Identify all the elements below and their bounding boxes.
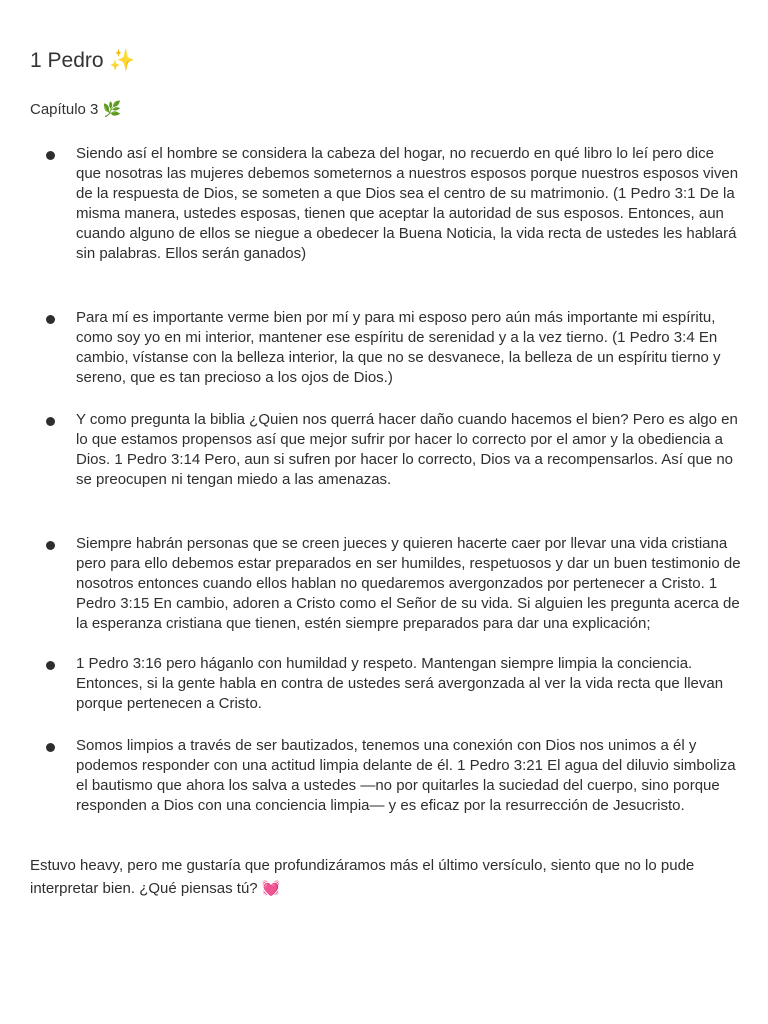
note-page: [30, 44, 742, 897]
bullet-text: Siempre habrán personas que se creen jueces y quieren hacerte caer por llevar una vida cristiana pero para ello debemos estar preparados en ser humildes, respetuosos y dar un buen testimonio de nosotros entonces cuando ellos hablan no quedaremos avergonzados por pertenecer a Cristo. 1 Pedro 3:15 En cambio, adoren a Cristo como el Señor de su vida. Si alguien les pregunta acerca de la esperanza cristiana que tienen, estén siempre preparados para dar una explicación;: [76, 535, 741, 632]
bullet-text: 1 Pedro 3:16 pero háganlo con humildad y respeto. Mantengan siempre limpia la conciencia. Entonces, si la gente habla en contra de ustedes será avergonzada al ver la vida recta que llevan porque pertenecen a Cristo.: [76, 655, 724, 712]
bullet-dot-icon: [46, 151, 55, 160]
chapter-heading: [30, 98, 742, 121]
list-item: [30, 736, 742, 816]
list-item: [30, 410, 742, 490]
closing-text: Estuvo heavy, pero me gustaría que profundizáramos más el último versículo, siento que no lo pude interpretar bien. ¿Qué piensas tú?: [30, 857, 695, 897]
page-title: [30, 44, 742, 76]
heart-icon: 💓: [261, 879, 281, 897]
sparkles-icon: ✨: [109, 48, 136, 72]
bullet-dot-icon: [46, 743, 55, 752]
bullet-list: [30, 144, 742, 844]
herb-icon: 🌿: [102, 100, 122, 118]
bullet-dot-icon: [46, 417, 55, 426]
bullet-text: Para mí es importante verme bien por mí y para mi esposo pero aún más importante mi espíritu, como soy yo en mi interior, mantener ese espíritu de serenidad y a la vez tierno. (1 Pedro 3:4 En cambio, vístanse con la belleza interior, la que no se desvanece, la belleza de un espíritu tierno y sereno, que es tan precioso a los ojos de Dios.): [76, 309, 721, 386]
title-text: 1 Pedro: [30, 49, 104, 72]
list-item: [30, 534, 742, 634]
list-item: [30, 144, 742, 264]
chapter-text: Capítulo 3: [30, 101, 99, 118]
list-item: [30, 308, 742, 388]
bullet-text: Y como pregunta la biblia ¿Quien nos querrá hacer daño cuando hacemos el bien? Pero es algo en lo que estamos propensos así que mejor sufrir por hacer lo correcto por el amor y la obediencia a Dios. 1 Pedro 3:14 Pero, aun si sufren por hacer lo correcto, Dios va a recompensarlos. Así que no se preocupen ni tengan miedo a las amenazas.: [76, 411, 738, 488]
list-item: [30, 654, 742, 714]
bullet-dot-icon: [46, 661, 55, 670]
bullet-text: Siendo así el hombre se considera la cabeza del hogar, no recuerdo en qué libro lo leí pero dice que nosotras las mujeres debemos someternos a nuestros esposos porque nuestros esposos viven de la respuesta de Dios, se someten a que Dios sea el centro de su matrimonio. (1 Pedro 3:1 De la misma manera, ustedes esposas, tienen que aceptar la autoridad de sus esposos. Entonces, aun cuando alguno de ellos se niegue a obedecer la Buena Noticia, la vida recta de ustedes les hablará sin palabras. Ellos serán ganados): [76, 145, 739, 262]
bullet-dot-icon: [46, 541, 55, 550]
closing-paragraph: [30, 854, 742, 900]
bullet-text: Somos limpios a través de ser bautizados, tenemos una conexión con Dios nos unimos a él y podemos responder con una actitud limpia delante de él. 1 Pedro 3:21 El agua del diluvio simboliza el bautismo que ahora los salva a ustedes —no por quitarles la suciedad del cuerpo, sino porque responden a Dios con una conciencia limpia— y es eficaz por la resurrección de Jesucristo.: [76, 737, 736, 814]
bullet-dot-icon: [46, 315, 55, 324]
